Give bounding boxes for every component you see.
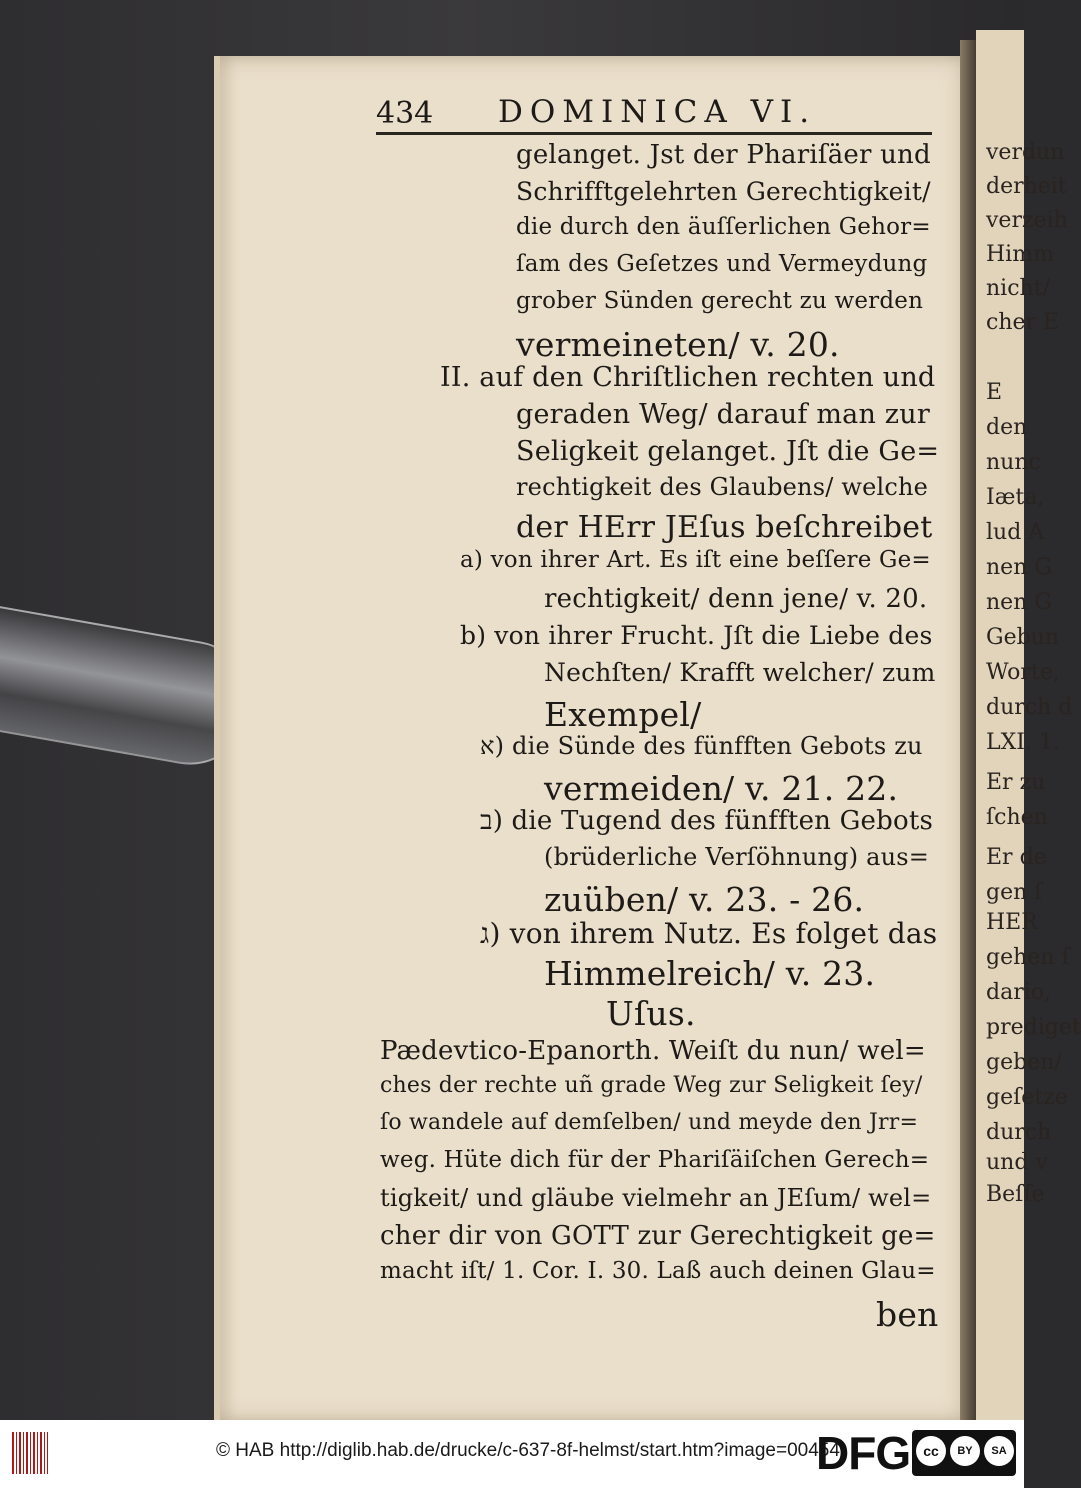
page-number: 434 bbox=[376, 96, 434, 131]
text-line: ſam des Geſetzes und Vermeydung bbox=[516, 251, 928, 277]
right-fragment: Beſſe bbox=[986, 1182, 1045, 1207]
right-fragment: nunc bbox=[986, 450, 1041, 475]
text-line: cher dir von GOTT zur Gerechtigkeit ge= bbox=[380, 1221, 936, 1251]
right-fragment: lud A bbox=[986, 520, 1045, 545]
dfg-logo: DFG bbox=[816, 1427, 911, 1479]
right-fragment: dario, bbox=[986, 980, 1051, 1005]
text-line: der HErr JEſus beſchreibet bbox=[516, 510, 933, 545]
text-line: ג) von ihrem Nutz. Es folget das bbox=[480, 917, 938, 950]
text-line: rechtigkeit/ denn jene/ v. 20. bbox=[544, 584, 928, 614]
text-line: die durch den äuſſerlichen Gehor= bbox=[516, 214, 931, 240]
text-line: Nechſten/ Krafft welcher/ zum bbox=[544, 658, 936, 687]
text-line: a) von ihrer Art. Es iſt eine beſſere Ge= bbox=[460, 547, 931, 573]
right-fragment: Worte, bbox=[986, 660, 1060, 685]
cc-license-badge[interactable] bbox=[912, 1430, 1016, 1476]
text-line: II. auf den Chriſtlichen rechten und bbox=[440, 362, 936, 393]
text-line: weg. Hüte dich für der Phariſäiſchen Gerech= bbox=[380, 1147, 930, 1173]
right-fragment: derheit bbox=[986, 174, 1067, 199]
sa-icon: SA bbox=[984, 1436, 1014, 1466]
right-fragment: nen G bbox=[986, 555, 1052, 580]
text-line: geraden Weg/ darauf man zur bbox=[516, 399, 930, 430]
by-icon: BY bbox=[950, 1436, 980, 1466]
right-fragment: verdun bbox=[986, 140, 1065, 165]
header-rule bbox=[376, 132, 932, 135]
right-fragment: nicht/ bbox=[986, 276, 1050, 301]
text-line: Seligkeit gelanget. Jſt die Ge= bbox=[516, 436, 940, 467]
right-fragment: Er de bbox=[986, 845, 1047, 870]
text-line: Schrifftgelehrten Gerechtigkeit/ bbox=[516, 177, 931, 206]
text-line: Exempel/ bbox=[544, 695, 702, 734]
text-line: ſo wandele auf demſelben/ und meyde den Jrr= bbox=[380, 1110, 919, 1135]
text-line: (brüderliche Verſöhnung) aus= bbox=[544, 843, 930, 871]
book-page-right bbox=[976, 30, 1081, 1420]
text-line: rechtigkeit des Glaubens/ welche bbox=[516, 473, 929, 501]
cc-icon: cc bbox=[916, 1436, 946, 1466]
text-line: vermeineten/ v. 20. bbox=[516, 325, 840, 364]
right-fragment: und v bbox=[986, 1150, 1048, 1175]
right-fragment: nen G bbox=[986, 590, 1052, 615]
right-fragment: durch bbox=[986, 1120, 1052, 1145]
text-line: Himmelreich/ v. 23. bbox=[544, 954, 876, 993]
running-head: DOMINICA VI. bbox=[498, 94, 817, 130]
right-fragment: durch d bbox=[986, 695, 1073, 720]
page-header bbox=[376, 96, 936, 136]
barcode-icon bbox=[12, 1432, 48, 1474]
right-fragment: geſetze bbox=[986, 1085, 1068, 1110]
right-fragment: prediget bbox=[986, 1015, 1081, 1040]
text-line: ches der rechte uñ grade Weg zur Seligkeit ſey/ bbox=[380, 1073, 923, 1098]
text-line: macht iſt/ 1. Cor. I. 30. Laß auch deinen Glau= bbox=[380, 1258, 936, 1284]
right-fragment: cher E bbox=[986, 310, 1060, 335]
text-line: grober Sünden gerecht zu werden bbox=[516, 288, 924, 314]
right-fragment: LXI. 1. bbox=[986, 730, 1060, 755]
text-line: gelanget. Jst der Phariſäer und bbox=[516, 140, 931, 170]
right-fragment: gen ſ bbox=[986, 880, 1043, 905]
text-line: zuüben/ v. 23. - 26. bbox=[544, 880, 865, 919]
text-line: ב) die Tugend des fünfften Gebots bbox=[480, 806, 934, 836]
right-fragment: geben/ bbox=[986, 1050, 1062, 1075]
right-fragment: ſchen bbox=[986, 805, 1048, 830]
text-line: tigkeit/ und gläube vielmehr an JEſum/ wel= bbox=[380, 1184, 932, 1212]
footer-credit-link[interactable]: © HAB http://diglib.hab.de/drucke/c-637-8f-helmst/start.htm?image=00454 bbox=[216, 1440, 840, 1461]
right-fragment: verzeih bbox=[986, 208, 1068, 233]
right-fragment: Er zu bbox=[986, 770, 1046, 795]
right-fragment: Iæta, bbox=[986, 485, 1045, 510]
right-fragment: E bbox=[986, 380, 1003, 405]
section-heading: Uſus. bbox=[606, 994, 696, 1033]
catchword: ben bbox=[876, 1295, 939, 1334]
right-fragment: den bbox=[986, 415, 1028, 440]
text-line: א) die Sünde des fünfften Gebots zu bbox=[480, 732, 923, 760]
right-fragment: gehen ſ bbox=[986, 945, 1070, 970]
text-line: b) von ihrer Frucht. Jſt die Liebe des bbox=[460, 621, 933, 650]
right-fragment: Gebun bbox=[986, 625, 1060, 650]
right-fragment: HER bbox=[986, 910, 1038, 935]
right-fragment: Himm bbox=[986, 242, 1054, 267]
text-line: vermeiden/ v. 21. 22. bbox=[544, 769, 899, 808]
text-line: Pædevtico-Epanorth. Weiſt du nun/ wel= bbox=[380, 1036, 926, 1066]
